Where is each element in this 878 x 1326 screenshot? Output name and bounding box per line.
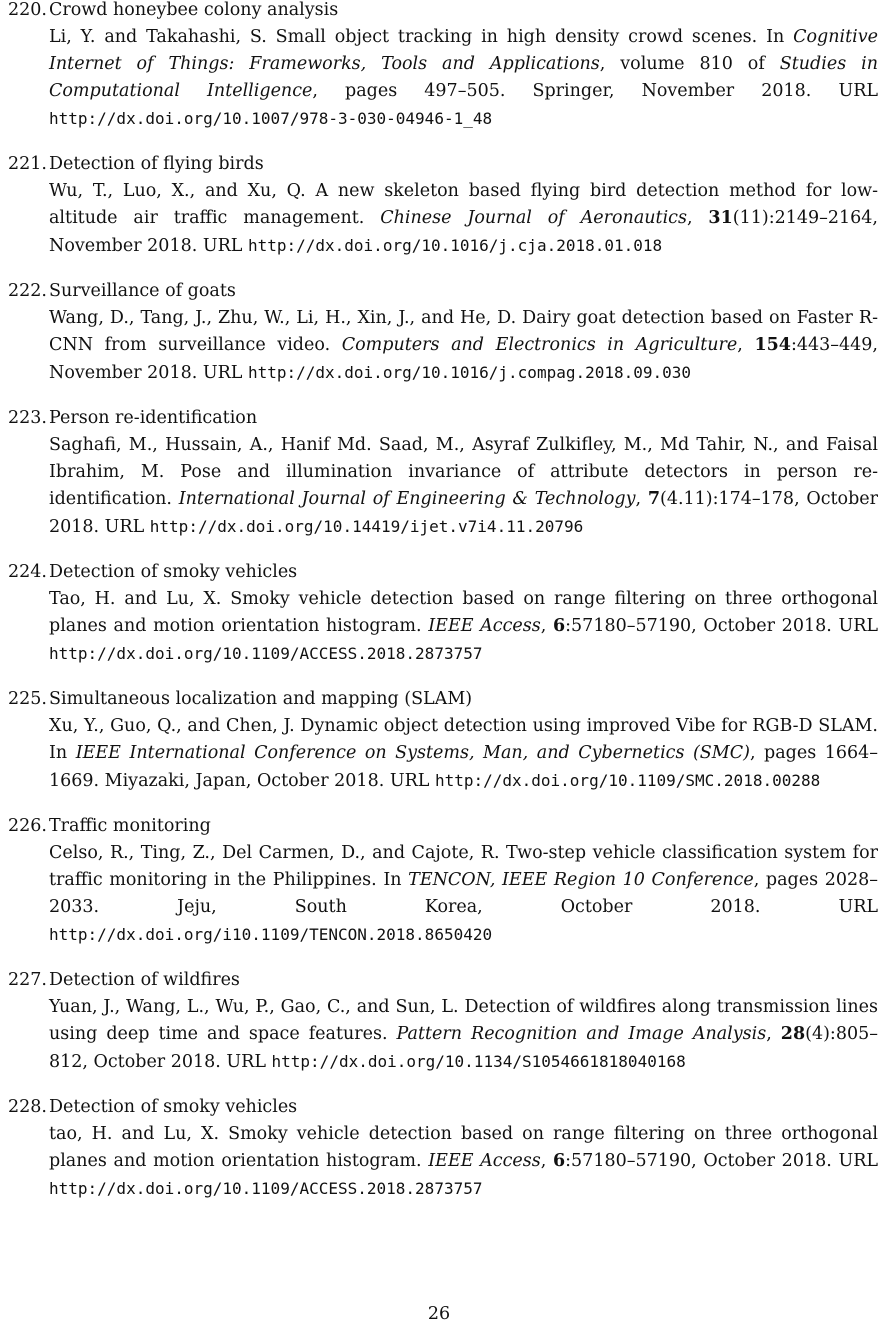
entry-body (49, 1094, 878, 1203)
reference-entry (8, 151, 878, 260)
citation-volume: 154 (754, 335, 791, 355)
reference-list (8, 0, 878, 1221)
entry-topic: Person re-identification (49, 408, 258, 428)
citation-venue: IEEE Access (428, 616, 541, 636)
citation-url-link[interactable]: http://dx.doi.org/i10.1109/TENCON.2018.8650420 (49, 925, 493, 944)
citation-text: , (540, 616, 553, 636)
citation-text: Saghafi, M., Hussain, A., Hanif Md. Saad, M., Asyraf Zulkifley, M., Md Tahir, N., and Faisal Ibrahim, M. Pose and illumination invariance of attribute detectors in person re-identification. (49, 435, 878, 509)
entry-number: 221. (8, 154, 47, 174)
citation-venue: Chinese Journal of Aeronautics (380, 208, 687, 228)
entry-body (49, 0, 878, 133)
citation-text: :57180–57190, October 2018. URL (565, 1151, 878, 1171)
citation-text: Tao, H. and Lu, X. Smoky vehicle detection based on range filtering on three orthogonal planes and motion orientation histogram. (49, 589, 878, 636)
citation-text: Wang, D., Tang, J., Zhu, W., Li, H., Xin, J., and He, D. Dairy goat detection based on Faster R-CNN from surveillance video. (49, 308, 878, 355)
citation-text: , (635, 489, 648, 509)
citation-volume: 28 (780, 1024, 806, 1044)
entry-number: 226. (8, 816, 47, 836)
reference-entry (8, 278, 878, 387)
citation-text: Yuan, J., Wang, L., Wu, P., Gao, C., and Sun, L. Detection of wildfires along transmission lines using deep time and space features. (49, 997, 878, 1044)
entry-topic: Detection of smoky vehicles (49, 562, 298, 582)
citation-volume: 7 (647, 489, 660, 509)
citation-text: :443–449, November 2018. URL (49, 335, 878, 383)
citation-text: Wu, T., Luo, X., and Xu, Q. A new skeleton based flying bird detection method for low-altitude air traffic management. (49, 181, 878, 228)
entry-number: 225. (8, 689, 47, 709)
entry-body (49, 813, 878, 949)
reference-entry (8, 405, 878, 541)
citation-url-link[interactable]: http://dx.doi.org/10.14419/ijet.v7i4.11.20796 (149, 517, 584, 536)
citation-venue: Pattern Recognition and Image Analysis (396, 1024, 767, 1044)
citation-url-link[interactable]: http://dx.doi.org/10.1007/978-3-030-04946-1_48 (49, 109, 493, 128)
citation-text: (4.11):174–178, October 2018. URL (49, 489, 878, 537)
entry-number: 220. (8, 0, 47, 20)
citation-venue: IEEE International Conference on Systems, Man, and Cybernetics (SMC) (75, 743, 750, 763)
citation-venue: International Journal of Engineering & Technology (178, 489, 636, 509)
entry-topic: Traffic monitoring (49, 816, 211, 836)
entry-number: 222. (8, 281, 47, 301)
citation-text: Li, Y. and Takahashi, S. Small object tracking in high density crowd scenes. In (49, 27, 794, 47)
citation-venue: TENCON, IEEE Region 10 Conference (408, 870, 754, 890)
citation-text: (4):805–812, October 2018. URL (49, 1024, 878, 1072)
reference-entry (8, 0, 878, 133)
entry-body (49, 559, 878, 668)
reference-entry (8, 686, 878, 795)
entry-topic: Detection of smoky vehicles (49, 1097, 298, 1117)
entry-body (49, 967, 878, 1076)
entry-body (49, 151, 878, 260)
citation-text: tao, H. and Lu, X. Smoky vehicle detection based on range filtering on three orthogonal planes and motion orientation histogram. (49, 1124, 878, 1171)
citation-venue: Cognitive Internet of Things: Frameworks, Tools and Applications (49, 27, 878, 74)
entry-citation (49, 586, 878, 668)
citation-text: , (686, 208, 709, 228)
entry-number: 227. (8, 970, 47, 990)
entry-topic: Surveillance of goats (49, 281, 236, 301)
entry-topic: Detection of wildfires (49, 970, 240, 990)
citation-volume: 6 (552, 1151, 566, 1171)
entry-number: 228. (8, 1097, 47, 1117)
citation-venue: Computers and Electronics in Agriculture (341, 335, 738, 355)
citation-url-link[interactable]: http://dx.doi.org/10.1134/S1054661818040168 (271, 1052, 686, 1071)
citation-url-link[interactable]: http://dx.doi.org/10.1016/j.compag.2018.09.030 (247, 363, 692, 382)
citation-text: , pages 2028–2033. Jeju, South Korea, October 2018. URL (49, 870, 878, 917)
entry-citation (49, 713, 878, 795)
citation-text: Xu, Y., Guo, Q., and Chen, J. Dynamic object detection using improved Vibe for RGB-D SLAM. In (49, 716, 878, 763)
citation-volume: 6 (552, 616, 566, 636)
entry-citation (49, 305, 878, 387)
entry-topic: Simultaneous localization and mapping (SLAM) (49, 689, 473, 709)
entry-topic: Detection of flying birds (49, 154, 264, 174)
entry-number: 223. (8, 408, 47, 428)
entry-citation (49, 432, 878, 541)
reference-entry (8, 559, 878, 668)
page-number: 26 (427, 1304, 451, 1324)
citation-volume: 31 (708, 208, 733, 228)
reference-entry (8, 1094, 878, 1203)
citation-venue: IEEE Access (428, 1151, 541, 1171)
entry-citation (49, 1121, 878, 1203)
citation-text: Celso, R., Ting, Z., Del Carmen, D., and Cajote, R. Two-step vehicle classification system for traffic monitoring in the Philippines. In (49, 843, 878, 890)
entry-number: 224. (8, 562, 47, 582)
citation-text: , volume 810 of (599, 54, 780, 74)
entry-citation (49, 994, 878, 1076)
entry-citation (49, 840, 878, 949)
citation-text: (11):2149–2164, November 2018. URL (49, 208, 878, 256)
citation-url-link[interactable]: http://dx.doi.org/10.1109/ACCESS.2018.2873757 (49, 1179, 483, 1198)
citation-text: , (540, 1151, 553, 1171)
entry-citation (49, 24, 878, 133)
entry-citation (49, 178, 878, 260)
citation-text: , pages 497–505. Springer, November 2018. URL (312, 81, 878, 101)
reference-entry (8, 813, 878, 949)
citation-venue: Studies in Computational Intelligence (49, 54, 878, 101)
reference-entry (8, 967, 878, 1076)
citation-text: , (766, 1024, 781, 1044)
entry-body (49, 405, 878, 541)
entry-body (49, 278, 878, 387)
citation-text: :57180–57190, October 2018. URL (565, 616, 878, 636)
citation-url-link[interactable]: http://dx.doi.org/10.1109/SMC.2018.00288 (434, 771, 821, 790)
citation-text: , (737, 335, 755, 355)
entry-topic: Crowd honeybee colony analysis (49, 0, 339, 20)
citation-url-link[interactable]: http://dx.doi.org/10.1109/ACCESS.2018.2873757 (49, 644, 483, 663)
citation-url-link[interactable]: http://dx.doi.org/10.1016/j.cja.2018.01.018 (247, 236, 663, 255)
citation-text: , pages 1664–1669. Miyazaki, Japan, October 2018. URL (49, 743, 878, 791)
entry-body (49, 686, 878, 795)
